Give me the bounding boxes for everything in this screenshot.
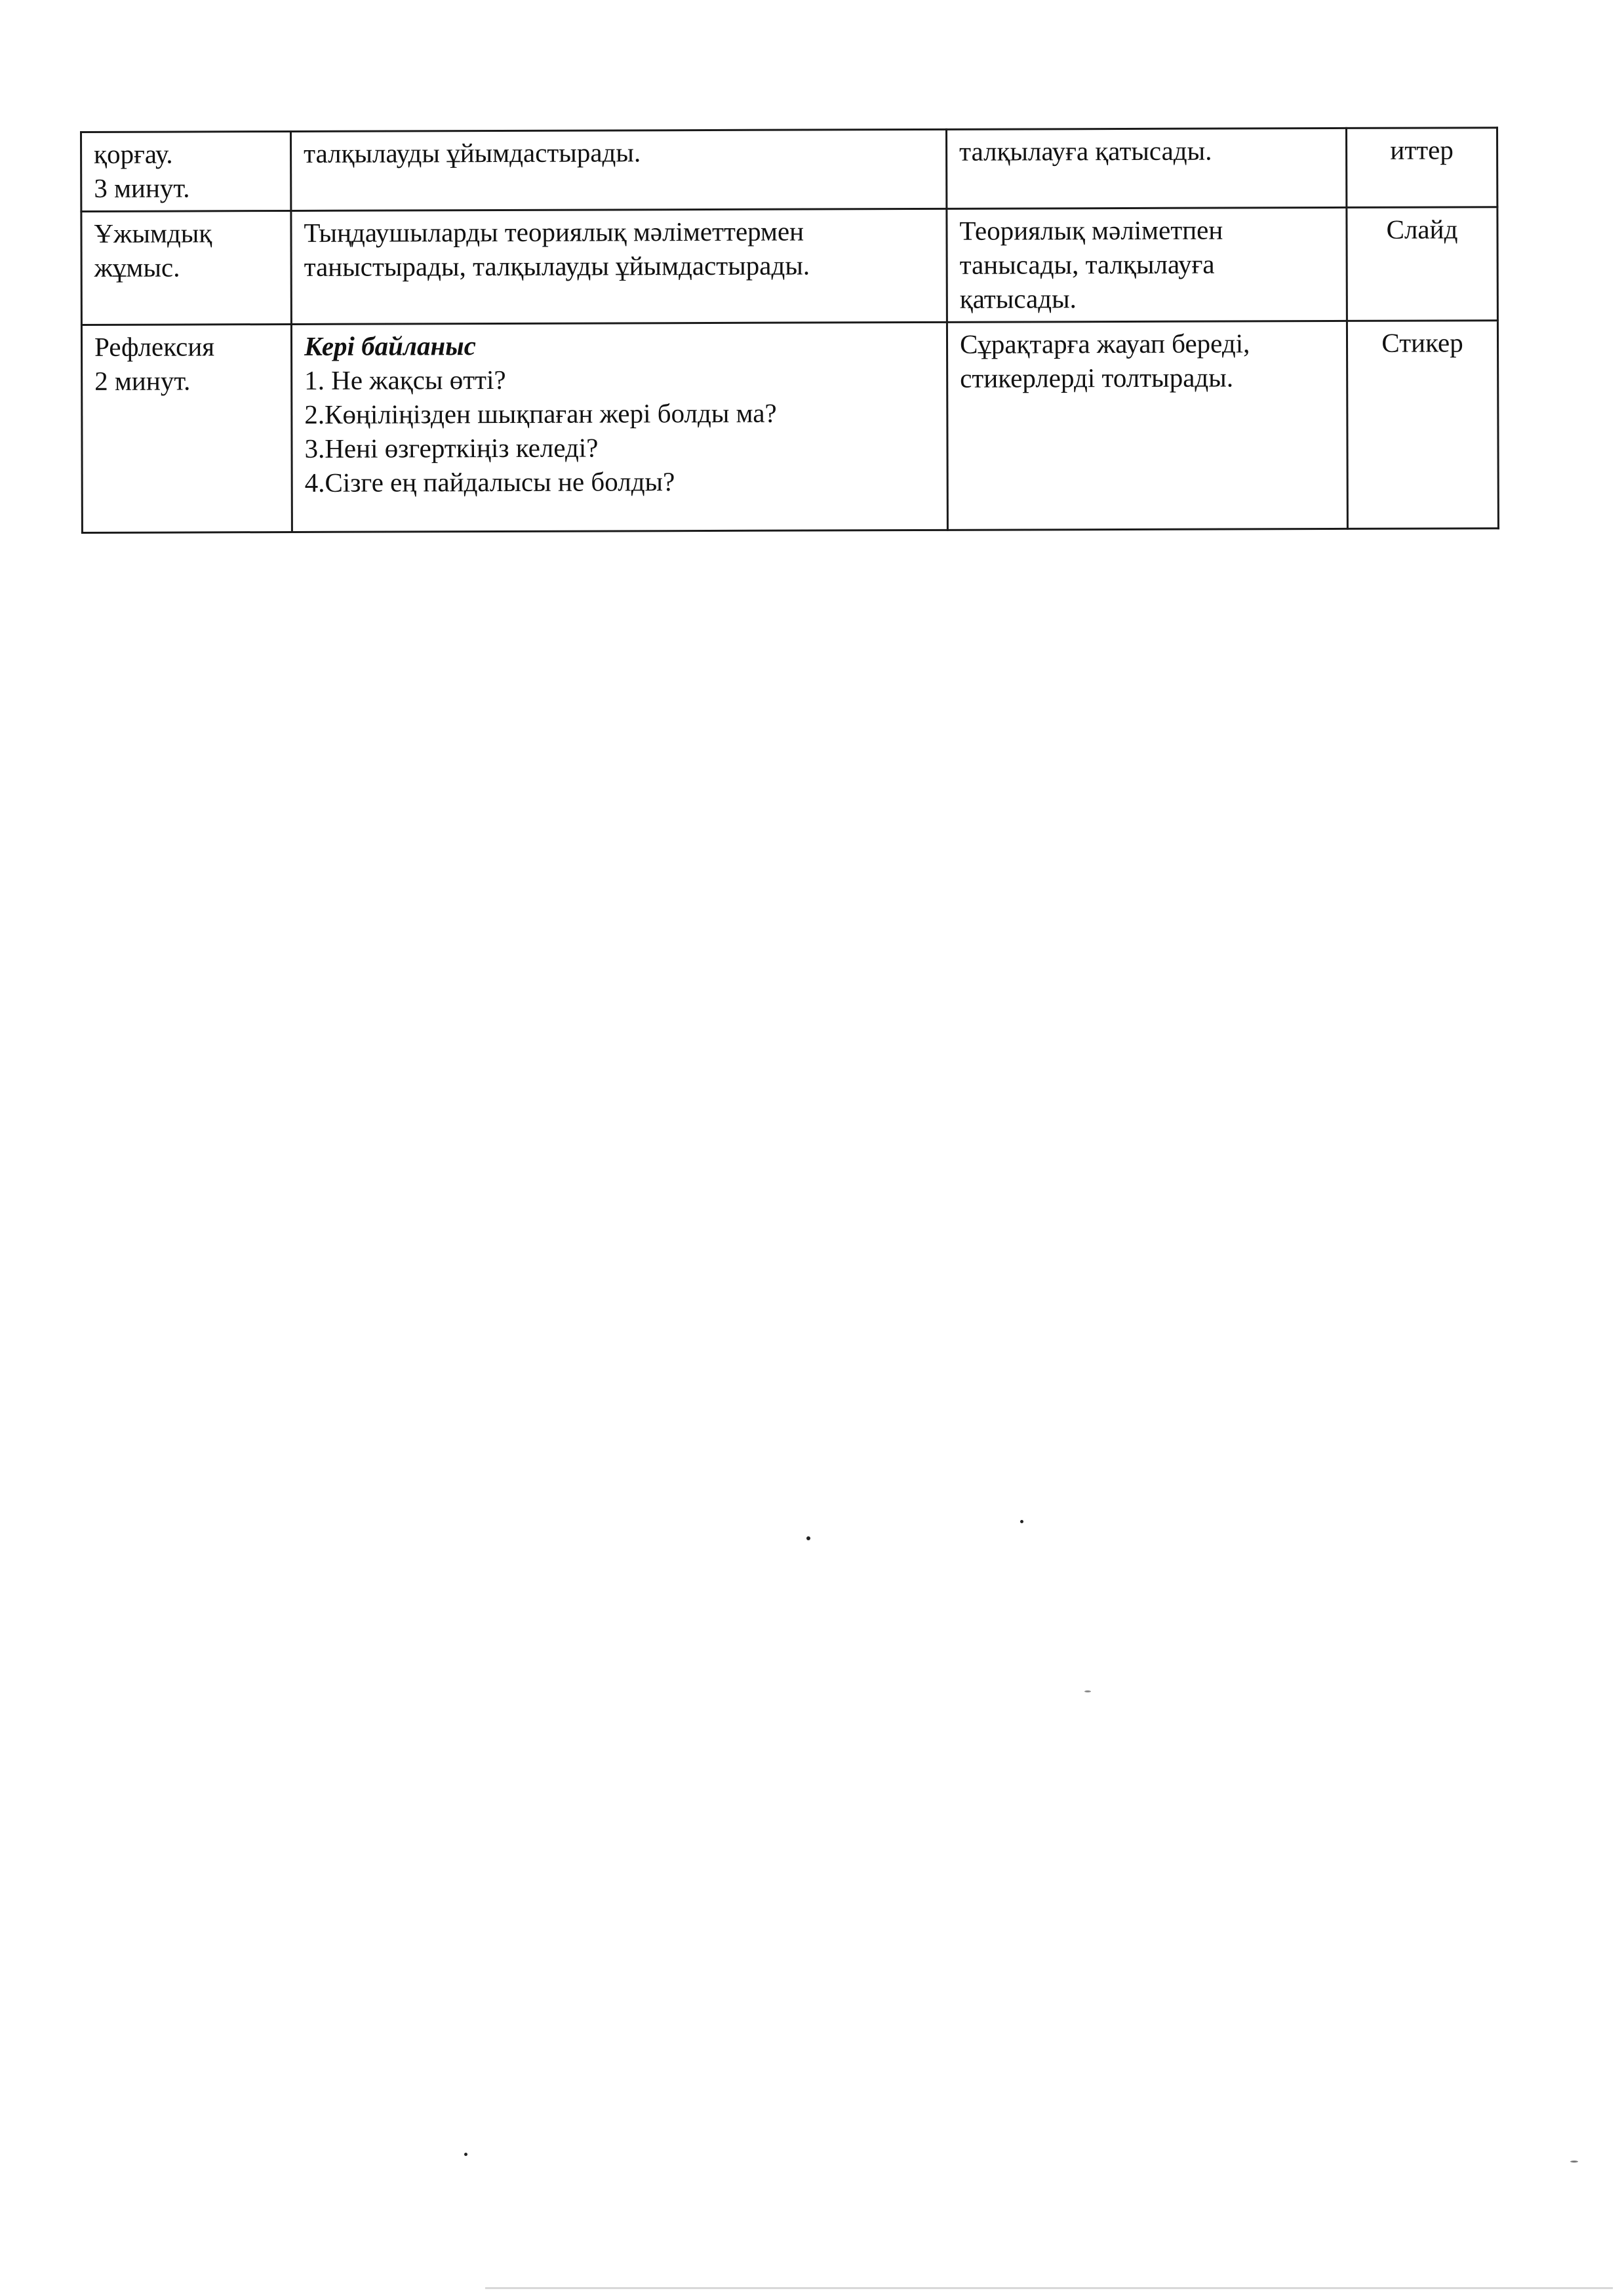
resources-text: иттер [1390,134,1454,165]
scan-speck [1020,1520,1023,1523]
stage-text: қорғау. [94,138,173,169]
stage-duration: 3 минут. [94,172,190,203]
teacher-activity-text: Тыңдаушыларды теориялық мәліметтермен [304,216,804,248]
student-activity-cell [947,321,1347,530]
student-activity-text: Сұрақтарға жауап береді, [959,328,1250,359]
student-activity-cell [947,207,1347,322]
resources-text: Стикер [1381,327,1463,358]
scan-speck [464,2153,467,2156]
student-activity-text: Теориялық мәліметпен [959,214,1223,246]
student-activity-text: стикерлерді толтырады. [960,362,1234,393]
feedback-question: 1. Не жақсы өтті? [304,364,506,395]
stage-text: Рефлексия [94,331,215,362]
resources-cell [1347,207,1498,321]
resources-cell [1346,128,1497,208]
feedback-question: 2.Көңіліңізден шықпаған жері болды ма? [304,397,777,429]
teacher-activity-text: талқылауды ұйымдастырады. [304,137,641,169]
stage-text: жұмыс. [94,252,180,283]
feedback-heading: Кері байланыс [304,330,476,361]
teacher-activity-cell [291,209,947,324]
student-activity-cell [946,128,1346,209]
scan-speck [1570,2161,1578,2163]
resources-text: Слайд [1386,214,1458,245]
resources-cell [1347,321,1498,529]
teacher-activity-cell [291,129,947,210]
feedback-question: 4.Сізге ең пайдалысы не болды? [304,466,675,498]
table-row [81,207,1498,325]
table-row [81,128,1497,212]
stage-duration: 2 минут. [94,365,191,396]
scan-speck [806,1536,810,1540]
stage-cell [81,131,291,211]
stage-cell [81,324,292,532]
scan-speck [1084,1690,1091,1692]
feedback-question: 3.Нені өзгерткіңіз келеді? [304,432,599,464]
stage-text: Ұжымдық [94,218,212,249]
lesson-plan-table [80,127,1499,534]
student-activity-text: қатысады. [959,283,1077,314]
teacher-activity-text: таныстырады, талқылауды ұйымдастырады. [304,250,810,282]
table-row [81,321,1498,533]
teacher-activity-cell [291,322,947,532]
student-activity-text: танысады, талқылауға [959,249,1215,280]
scan-bottom-edge [485,2287,1613,2289]
stage-cell [81,210,292,325]
student-activity-text: талқылауға қатысады. [959,135,1212,167]
